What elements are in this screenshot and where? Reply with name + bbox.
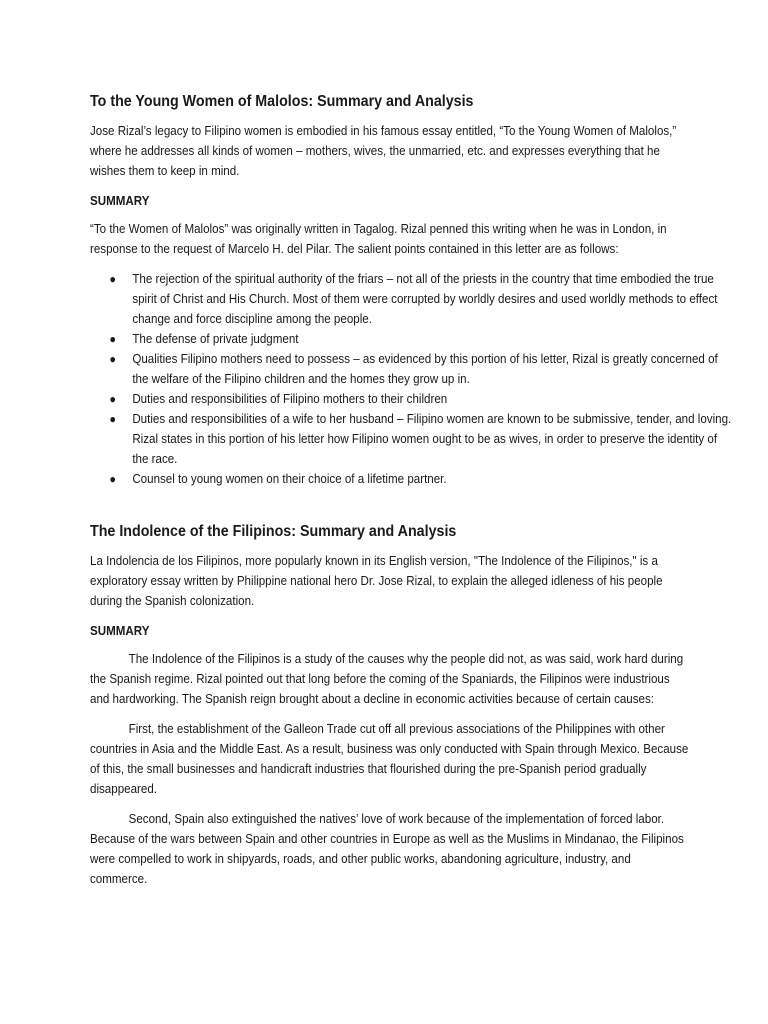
list-item: ● The rejection of the spiritual authority of the friars – not all of the priests in the country that time embodied the true spirit of Christ and His Church. Most of them were corrupted by worldly desires and used worldly methods to effect change and force discipline among the people. [90,269,732,329]
bullet-icon: ● [109,352,116,366]
list-item: ● Counsel to young women on their choice of a lifetime partner. [90,469,732,489]
bullet-icon: ● [109,472,116,486]
bullet-icon: ● [109,332,116,346]
summary-paragraph-3: Second, Spain also extinguished the natives’ love of work because of the implementation of forced labor. Because of the wars between Spain and other countries in Europe as well as the Muslims in Mindanao, the Filipinos were compelled to work in shipyards, roads, and other public works, abandoning agriculture, industry, and commerce. [90,812,684,886]
intro-paragraph-malolos: Jose Rizal’s legacy to Filipino women is embodied in his famous essay entitled, “To the Young Women of Malolos,” where he addresses all kinds of women – mothers, wives, the unmarried, etc. and expresses everything that he wishes them to keep in mind. [90,124,677,178]
summary-paragraph-2: First, the establishment of the Galleon Trade cut off all previous associations of the Philippines with other countries in Asia and the Middle East. As a result, business was only conducted with Spain through Mexico. Because of this, the small businesses and handicraft industries that flourished during the pre-Spanish period gradually disappeared. [90,722,689,796]
summary-paragraph-malolos: “To the Women of Malolos” was originally written in Tagalog. Rizal penned this writing when he was in London, in response to the request of Marcelo H. del Pilar. The salient points contained in this letter are as follows: [90,222,667,256]
document-page [90,93,732,899]
bullet-list-malolos [90,269,732,489]
summary-paragraph-1: The Indolence of the Filipinos is a study of the causes why the people did not, as was said, work hard during the Spanish regime. Rizal pointed out that long before the coming of the Spaniards, the Filipinos were industrious and hardworking. The Spanish reign brought about a decline in economic activities because of certain causes: [90,652,684,706]
list-item: ● Duties and responsibilities of a wife to her husband – Filipino women are known to be submissive, tender, and loving. Rizal states in this portion of his letter how Filipino women ought to be as wives, in order to preserve the identity of the race. [90,409,732,469]
section-spacer [90,499,690,523]
bullet-icon: ● [109,412,116,426]
list-item: ● Qualities Filipino mothers need to possess – as evidenced by this portion of his letter, Rizal is greatly concerned of the welfare of the Filipino children and the homes they grow up in. [90,349,732,389]
summary-heading-indolence: SUMMARY [90,624,150,638]
list-item: ● The defense of private judgment [90,329,732,349]
list-item: ● Duties and responsibilities of Filipino mothers to their children [90,389,732,409]
section-title-malolos: To the Young Women of Malolos: Summary and Analysis [90,93,474,110]
bullet-icon: ● [109,272,116,286]
intro-paragraph-indolence: La Indolencia de los Filipinos, more popularly known in its English version, "The Indolence of the Filipinos," is a exploratory essay written by Philippine national hero Dr. Jose Rizal, to explain the alleged idleness of his people during the Spanish colonization. [90,554,663,608]
bullet-icon: ● [109,392,116,406]
section-title-indolence: The Indolence of the Filipinos: Summary and Analysis [90,523,457,540]
summary-heading-malolos: SUMMARY [90,194,150,208]
